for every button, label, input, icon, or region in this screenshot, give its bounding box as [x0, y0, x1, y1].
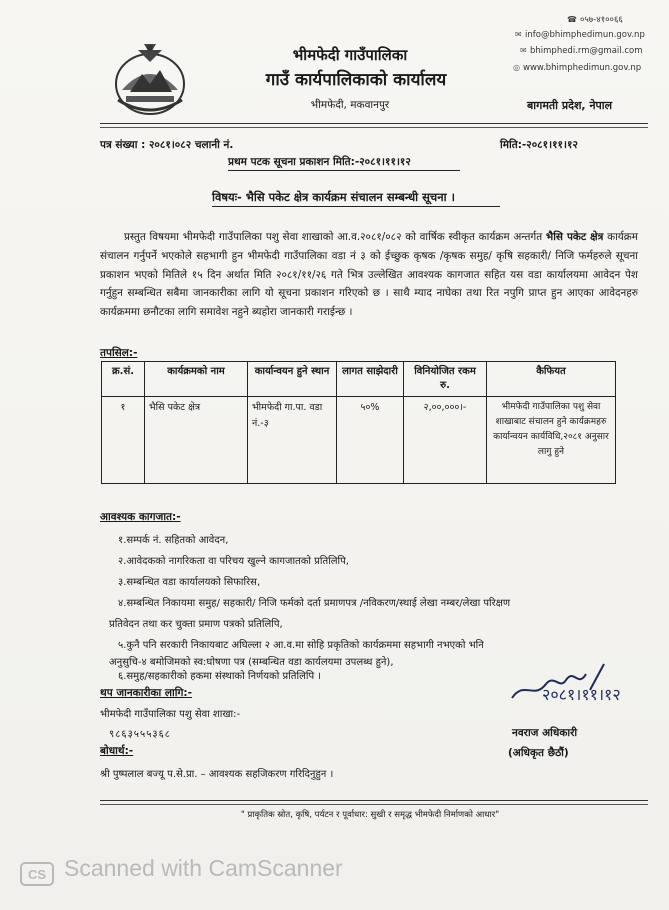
details-heading: तपसिल:- — [100, 347, 138, 359]
header-divider — [100, 123, 648, 124]
table-row — [102, 397, 616, 484]
document-item: २.आवेदकको नागरिकता वा परिचय खुल्ने कागजातको प्रतिलिपि, — [118, 556, 349, 567]
cell-program-name: भैसि पकेट क्षेत्र — [145, 397, 248, 484]
svg-text:CS: CS — [27, 867, 47, 882]
program-name-bold: भैसि पकेट क्षेत्र — [545, 231, 604, 243]
col-location: कार्यान्वयन हुने स्थान — [248, 362, 337, 397]
cell-amount: २,००,०००।- — [404, 397, 487, 484]
cell-location: भीमफेदी गा.पा. वडा नं.-३ — [248, 397, 337, 484]
cell-remarks: भीमफेदी गाउँपालिका पशु सेवा शाखाबाट संचालन हुने कार्यक्रमहरु कार्यान्वयन कार्यविधि,२०८१ अनुसार लागु हुने — [487, 397, 616, 484]
footer-divider — [100, 800, 648, 801]
col-program-name: कार्यक्रमको नाम — [145, 362, 248, 397]
col-allocated-amount: विनियोजित रकम रु. — [404, 362, 487, 397]
body-paragraph: प्रस्तुत विषयमा भीमफेदी गाउँपालिका पशु सेवा शाखाको आ.व.२०८१/०८२ को वार्षिक स्वीकृत कार्यक्रम अन्तर्गत भैसि पकेट क्षेत्र कार्यक्रम संचालन गर्नुपर्ने भएकोले सहभागी हुन भीमफेदी गाउँपालिका वडा नं ३ को ईच्छुक कृषक /कृषक समुह/ कृषि सहकारी/ निजि फर्महरुले सूचना प्रकाशन भएको मितिले १५ दिन अर्थात मिति २०८१/११/२६ गते भित्र उल्लेखित आवश्यक कागजात सहित यस वडा कार्यालयमा आवेदन पेश गर्नुहुन सम्बन्धित सबैमा जानकारीका लागि यो सूचना प्रकाशन गरिएको छ । साथै म्याद नाघेका तथा रित नपुगि प्राप्त हुन आएका आवेदनहरु कार्यक्रममा छनौटका लागि समावेश नहुने ब्यहोरा जानकारी गराईन्छ । — [100, 231, 638, 319]
signer-title: (अधिकृत छैठौं) — [508, 747, 569, 759]
globe-icon: ◎ — [513, 63, 520, 72]
col-remarks: कैफियत — [487, 362, 616, 397]
nepal-government-emblem — [108, 40, 192, 118]
document-item: ३.सम्बन्धित वडा कार्यालयको सिफारिस, — [118, 577, 261, 588]
document-item-continued: अनुसुचि-४ बमोजिमको स्व:घोषणा पत्र (सम्बन्धित वडा कार्यलयमा उपलब्ध हुने), — [109, 657, 394, 668]
table-header-row — [102, 362, 616, 397]
cell-serial: १ — [102, 397, 145, 484]
email-icon: ✉ — [515, 30, 522, 39]
header-email1: ✉ info@bhimphedimun.gov.np — [515, 30, 645, 40]
camscanner-logo-icon — [20, 862, 54, 886]
subject-line: विषयः- भैसि पकेट क्षेत्र कार्यक्रम संचालन सम्बन्धी सूचना । — [212, 190, 455, 204]
reference-number: पत्र संख्या : २०८१।०८२ चलानी नं. — [100, 139, 234, 151]
publication-date-underline — [228, 170, 460, 171]
office-name: गाउँ कार्यपालिकाको कार्यालय — [265, 70, 447, 90]
footer-divider-thin — [100, 804, 648, 805]
further-info-heading: थप जानकारीका लागि:- — [100, 687, 192, 699]
subject-underline — [212, 206, 500, 207]
document-item: ४.सम्बन्धित निकायमा समुह/ सहकारी/ निजि फर्मको दर्ता प्रमाणपत्र /नविकरण/स्थाई लेखा नम्बर/लेखा परिक्षण — [118, 598, 511, 609]
letter-date: मिति:-२०८१।११।१२ — [500, 139, 578, 151]
document-item: ६.समुह/सहकारीको हकमा संस्थाको निर्णयको प्रतिलिपि । — [118, 671, 322, 682]
signature-date: २०८१।११।१२ — [542, 685, 621, 704]
footer-slogan: " प्राकृतिक स्रोत, कृषि, पर्यटन र पूर्वाधार: सुखी र समृद्ध भीमफेदी निर्माणको आधार" — [240, 810, 500, 820]
header-divider-thin — [100, 127, 648, 128]
email-icon: ✉ — [520, 46, 527, 55]
required-documents-heading: आवश्यक कागजात:- — [100, 511, 181, 523]
header-phone: ☎ ०५७-४१००६६ — [567, 15, 623, 25]
province-label: बागमती प्रदेश, नेपाल — [527, 99, 613, 112]
further-info-office: भीमफेदी गाउँपालिका पशु सेवा शाखा:- — [100, 709, 241, 720]
document-item-continued: प्रतिवेदन तथा कर चुक्ता प्रमाण पत्रको प्रतिलिपि, — [109, 619, 283, 630]
cell-cost-sharing: ५०% — [337, 397, 404, 484]
cc-heading: बोधार्थ:- — [100, 745, 134, 757]
header-website: ◎ www.bhimphedimun.gov.np — [513, 63, 642, 73]
phone-icon: ☎ — [567, 15, 577, 24]
handwritten-signature — [504, 660, 664, 710]
document-item: ५.कुनै पनि सरकारी निकायबाट अघिल्ला २ आ.व.मा सोहि प्रकृतिको कार्यक्रममा सहभागी नभएको भनि — [118, 640, 484, 651]
cc-recipient: श्री पुष्पलाल बज्यू प.से.प्रा. – आवश्यक सहजिकरण गरिदिनुहुन । — [100, 769, 334, 780]
col-serial: क्र.सं. — [102, 362, 145, 397]
program-table — [101, 361, 616, 484]
signer-name: नवराज अधिकारी — [512, 727, 578, 739]
office-address: भीमफेदी, मकवानपुर — [310, 99, 390, 111]
camscanner-watermark: Scanned with CamScanner — [64, 855, 343, 881]
contact-phone: ९८६३५५५३६८ — [109, 729, 171, 740]
col-cost-sharing: लागत साझेदारी — [337, 362, 404, 397]
document-item: १.सम्पर्क नं. सहितको आवेदन, — [118, 535, 229, 546]
header-email2: ✉ bhimphedi.rm@gmail.com — [520, 46, 643, 56]
publication-date: प्रथम पटक सूचना प्रकाशन मिति:-२०८१।११।१२ — [228, 156, 411, 168]
organization-name: भीमफेदी गाउँपालिका — [292, 46, 408, 64]
